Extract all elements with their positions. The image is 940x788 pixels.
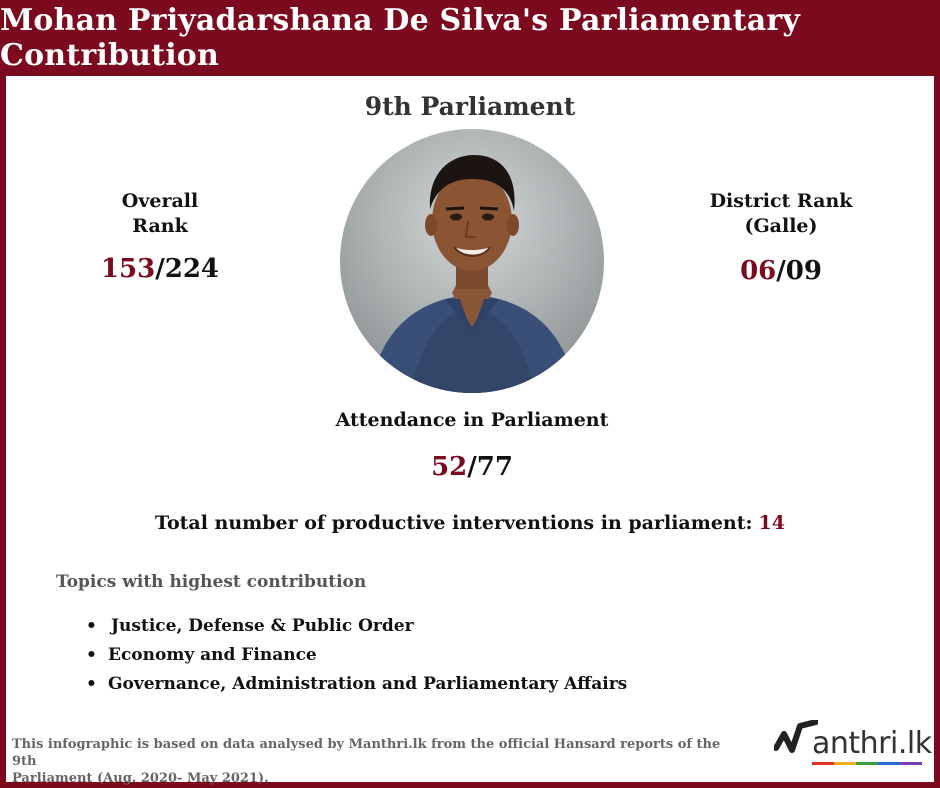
- parliament-title: 9th Parliament: [364, 92, 576, 121]
- attendance-total: 77: [476, 452, 513, 482]
- manthri-logo: [774, 714, 932, 770]
- attendance-label: Attendance in Parliament: [335, 409, 609, 431]
- district-rank-number: 06: [740, 256, 777, 286]
- attendance-value: [372, 452, 572, 482]
- overall-rank-value: [80, 254, 240, 284]
- district-rank-value: [701, 256, 861, 286]
- overall-rank-label-line2: Rank: [132, 215, 188, 237]
- interventions-label: Total number of productive interventions in parliament:: [154, 512, 753, 534]
- district-rank-label-line1: District Rank: [709, 190, 853, 212]
- content-panel: [6, 76, 934, 786]
- overall-rank-total: 224: [164, 254, 220, 284]
- topic-label: Economy and Finance: [108, 645, 317, 665]
- overall-rank-label-line1: Overall: [121, 190, 199, 212]
- source-note: [12, 736, 732, 787]
- overall-rank-label: [100, 189, 220, 239]
- page-header: [0, 0, 940, 76]
- topics-heading: Topics with highest contribution: [56, 572, 367, 592]
- list-item: [86, 616, 627, 645]
- overall-rank-separator: /: [155, 254, 165, 284]
- overall-rank-number: 153: [100, 254, 156, 284]
- logo-stripe: [812, 762, 922, 765]
- attendance-separator: /: [467, 452, 477, 482]
- topic-label: Justice, Defense & Public Order: [111, 616, 414, 636]
- bullet-icon: •: [86, 674, 97, 694]
- portrait-illustration: [340, 129, 604, 393]
- member-portrait: [340, 129, 604, 393]
- district-rank-label-line2: (Galle): [744, 215, 818, 237]
- topic-label: Governance, Administration and Parliamentary Affairs: [108, 674, 628, 694]
- page-title: Mohan Priyadarshana De Silva's Parliamentary Contribution: [0, 3, 801, 73]
- topics-list: [86, 616, 627, 703]
- interventions-summary: [6, 512, 934, 534]
- list-item: [86, 674, 627, 703]
- list-item: [86, 645, 627, 674]
- bullet-icon: •: [86, 616, 97, 636]
- bullet-icon: •: [86, 645, 97, 665]
- source-note-line2: Parliament (Aug. 2020- May 2021).: [12, 771, 269, 786]
- district-rank-total: 09: [785, 256, 822, 286]
- district-rank-separator: /: [776, 256, 786, 286]
- district-rank-label: [686, 189, 876, 239]
- logo-text: anthri.lk: [812, 726, 932, 761]
- source-note-line1: This infographic is based on data analysed by Manthri.lk from the official Hansard reports of the 9th: [12, 737, 721, 769]
- interventions-count: 14: [758, 512, 785, 534]
- attendance-attended: 52: [431, 452, 468, 482]
